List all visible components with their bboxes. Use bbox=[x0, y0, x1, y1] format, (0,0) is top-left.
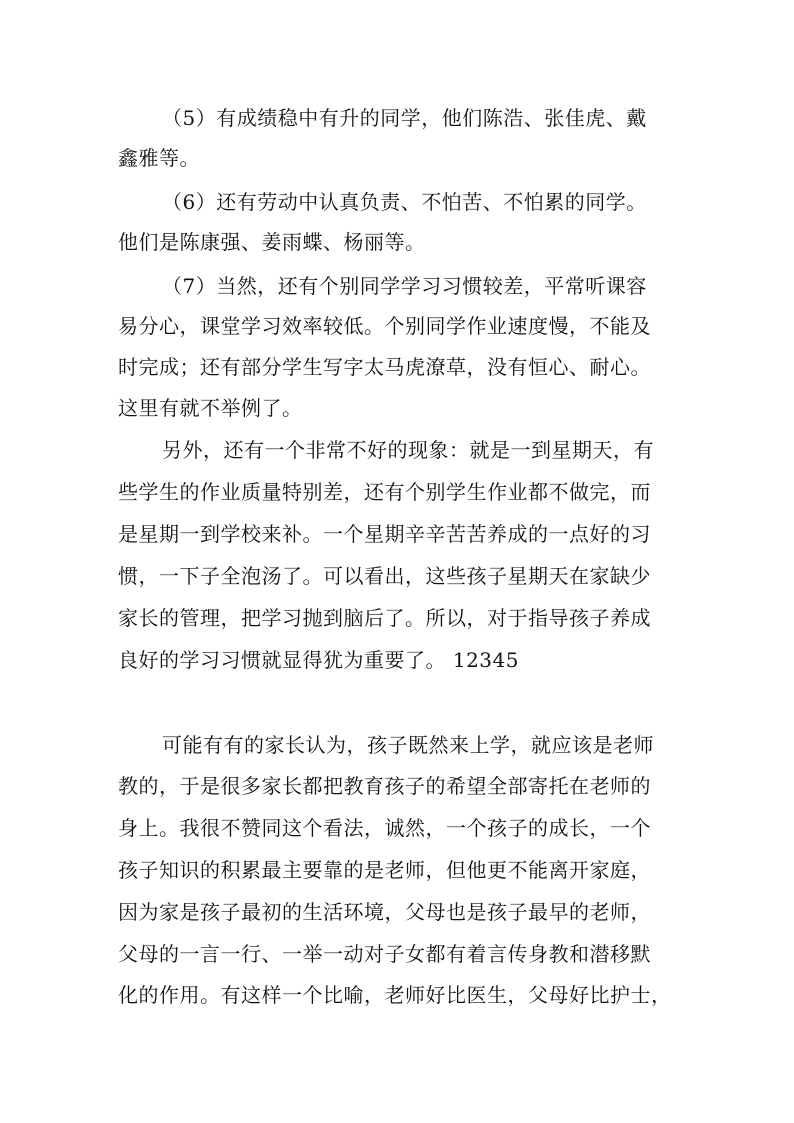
text-line-15: 可能有有的家长认为，孩子既然来上学，就应该是老师 bbox=[162, 733, 654, 757]
text-line-6: 易分心，课堂学习效率较低。个别同学作业速度慢，不能及 bbox=[118, 314, 651, 338]
text-line-21: 化的作用。有这样一个比喻，老师好比医生，父母好比护士， bbox=[118, 983, 672, 1007]
text-line-14: 良好的学习习惯就显得犹为重要了。 12345 bbox=[118, 648, 519, 672]
text-line-3: （6）还有劳动中认真负责、不怕苦、不怕累的同学。 bbox=[162, 190, 647, 214]
text-line-16: 教的，于是很多家长都把教育孩子的希望全部寄托在老师的 bbox=[118, 774, 651, 798]
text-line-8: 这里有就不举例了。 bbox=[118, 396, 303, 420]
text-line-7: 时完成；还有部分学生写字太马虎潦草，没有恒心、耐心。 bbox=[118, 355, 651, 379]
text-line-4: 他们是陈康强、姜雨蝶、杨丽等。 bbox=[118, 230, 426, 254]
text-line-18: 孩子知识的积累最主要靠的是老师，但他更不能离开家庭， bbox=[118, 858, 651, 882]
text-line-20: 父母的一言一行、一举一动对子女都有着言传身教和潜移默 bbox=[118, 942, 651, 966]
text-line-5: （7）当然，还有个别同学学习习惯较差，平常听课容 bbox=[162, 274, 647, 298]
text-line-12: 惯，一下子全泡汤了。可以看出，这些孩子星期天在家缺少 bbox=[118, 564, 651, 588]
text-line-11: 是星期一到学校来补。一个星期辛辛苦苦养成的一点好的习 bbox=[118, 522, 651, 546]
text-line-10: 些学生的作业质量特别差，还有个别学生作业都不做完，而 bbox=[118, 480, 651, 504]
text-line-17: 身上。我很不赞同这个看法，诚然，一个孩子的成长，一个 bbox=[118, 816, 651, 840]
text-line-1: （5）有成绩稳中有升的同学，他们陈浩、张佳虎、戴 bbox=[162, 106, 647, 130]
text-line-2: 鑫雅等。 bbox=[118, 146, 200, 170]
text-line-9: 另外，还有一个非常不好的现象：就是一到星期天，有 bbox=[162, 438, 654, 462]
text-line-19: 因为家是孩子最初的生活环境，父母也是孩子最早的老师， bbox=[118, 900, 651, 924]
text-line-13: 家长的管理，把学习抛到脑后了。所以，对于指导孩子养成 bbox=[118, 606, 651, 630]
